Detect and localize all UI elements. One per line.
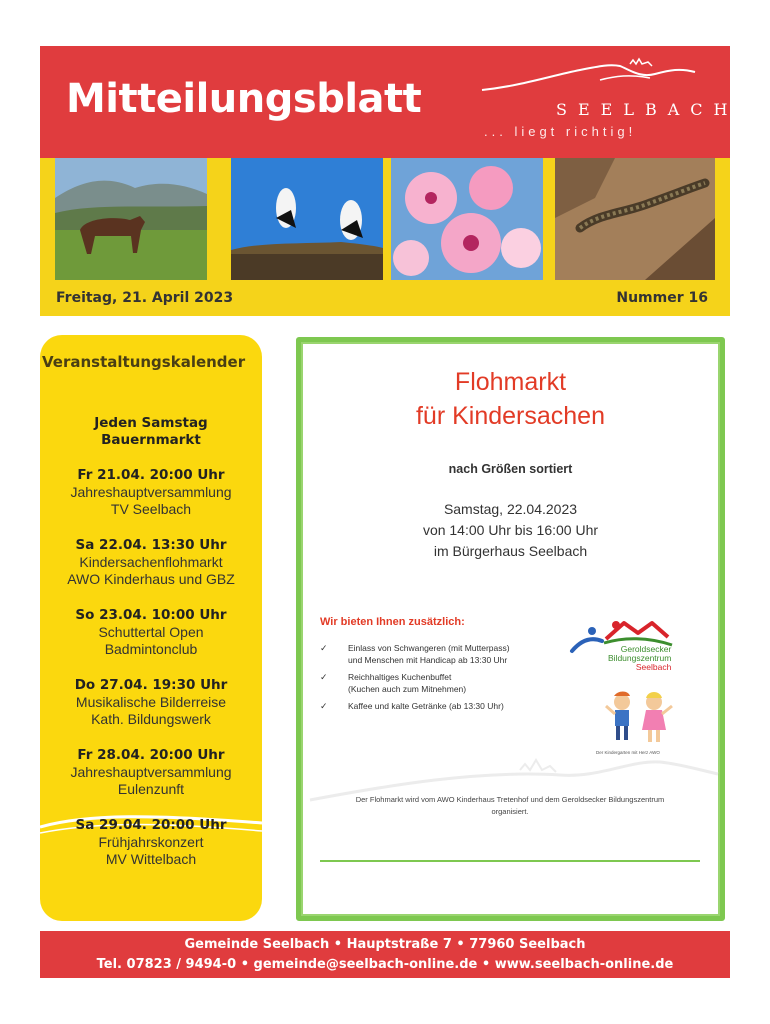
event-what: Kindersachenflohmarkt bbox=[79, 554, 223, 570]
event-what: Schuttertal Open bbox=[98, 624, 204, 640]
photo-horse bbox=[55, 158, 207, 280]
event-when: Jeden Samstag bbox=[94, 415, 208, 431]
masthead bbox=[40, 46, 739, 158]
flyer-time: von 14:00 Uhr bis 16:00 Uhr bbox=[422, 522, 599, 538]
event-what: Frühjahrskonzert bbox=[98, 834, 204, 850]
gbz-name bbox=[608, 645, 671, 672]
event-organizer: TV Seelbach bbox=[110, 501, 192, 517]
seelbach-castle-logo bbox=[480, 56, 720, 106]
event-when: Sa 29.04. 20:00 Uhr bbox=[75, 817, 227, 833]
contact-line: Tel. 07823 / 9494-0 • gemeinde@seelbach-online.de • www.seelbach-online.de bbox=[96, 957, 674, 972]
flyer-title bbox=[296, 365, 725, 433]
calendar-title: Veranstaltungskalender bbox=[42, 353, 246, 371]
list-item-line: Reichhaltiges Kuchenbuffet bbox=[348, 672, 452, 682]
brand-tagline: ... liegt richtig! bbox=[484, 124, 637, 139]
list-item bbox=[320, 671, 560, 695]
gbz-line: Seelbach bbox=[635, 662, 672, 672]
check-icon: ✓ bbox=[320, 672, 328, 682]
event-item bbox=[40, 467, 262, 518]
flyer-footer-line: Der Flohmarkt wird vom AWO Kinderhaus Tretenhof und dem Geroldsecker Bildungszentrum bbox=[355, 795, 665, 804]
seelbach-logo bbox=[460, 56, 739, 146]
event-item bbox=[40, 415, 262, 449]
list-item bbox=[320, 642, 560, 666]
check-icon: ✓ bbox=[320, 643, 328, 653]
event-organizer: Badmintonclub bbox=[104, 641, 198, 657]
event-organizer: AWO Kinderhaus und GBZ bbox=[67, 571, 235, 587]
kids-caption: Der Kindergarten mit Herz AWO bbox=[596, 750, 660, 755]
extras-heading: Wir bieten Ihnen zusätzlich: bbox=[320, 616, 465, 628]
event-item bbox=[40, 677, 262, 728]
flyer-title-line1: Flohmarkt bbox=[454, 368, 567, 396]
address-line: Gemeinde Seelbach • Hauptstraße 7 • 77960 Seelbach bbox=[184, 937, 586, 952]
photo-storks bbox=[231, 158, 383, 280]
event-what: Jahreshauptversammlung bbox=[70, 764, 232, 780]
flyer-location: im Bürgerhaus Seelbach bbox=[433, 543, 588, 559]
event-what: Jahreshauptversammlung bbox=[70, 484, 232, 500]
flyer-subtitle: nach Größen sortiert bbox=[448, 462, 573, 476]
check-icon: ✓ bbox=[320, 701, 328, 711]
event-when: Fr 21.04. 20:00 Uhr bbox=[77, 467, 225, 483]
list-item-line: (Kuchen auch zum Mitnehmen) bbox=[348, 684, 467, 694]
flyer-title-line2: für Kindersachen bbox=[415, 402, 605, 430]
event-organizer: Eulenzunft bbox=[117, 781, 185, 797]
contact-footer bbox=[40, 931, 730, 978]
divider bbox=[320, 860, 700, 862]
photo-blossoms bbox=[391, 158, 543, 280]
event-organizer: MV Wittelbach bbox=[105, 851, 197, 867]
flyer-date: Samstag, 22.04.2023 bbox=[443, 501, 578, 517]
event-item bbox=[40, 747, 262, 798]
event-item bbox=[40, 537, 262, 588]
event-when: Fr 28.04. 20:00 Uhr bbox=[77, 747, 225, 763]
event-item bbox=[40, 607, 262, 658]
flyer-when bbox=[296, 499, 725, 562]
photo-lizard bbox=[555, 158, 715, 280]
brand-name: SEELBACH bbox=[556, 100, 739, 119]
flyer-footer-line: organisiert. bbox=[491, 807, 529, 816]
kids-illustration bbox=[604, 688, 674, 748]
issue-number: Nummer 16 bbox=[616, 290, 708, 306]
list-item-line: Kaffee und kalte Getränke (ab 13:30 Uhr) bbox=[348, 701, 504, 711]
photo-strip bbox=[40, 158, 730, 316]
gbz-line: Geroldsecker bbox=[620, 644, 672, 654]
event-organizer: Kath. Bildungswerk bbox=[91, 711, 211, 727]
event-item bbox=[40, 817, 262, 868]
event-when: Do 27.04. 19:30 Uhr bbox=[74, 677, 228, 693]
list-item-line: und Menschen mit Handicap ab 13:30 Uhr bbox=[348, 655, 508, 665]
event-when: Sa 22.04. 13:30 Uhr bbox=[75, 537, 227, 553]
list-item-line: Einlass von Schwangeren (mit Mutterpass) bbox=[348, 643, 510, 653]
list-item bbox=[320, 700, 560, 712]
event-what: Musikalische Bilderreise bbox=[75, 694, 227, 710]
issue-date: Freitag, 21. April 2023 bbox=[56, 290, 234, 306]
flyer-footer bbox=[320, 794, 700, 818]
event-what: Bauernmarkt bbox=[101, 432, 201, 448]
event-calendar bbox=[40, 335, 262, 921]
masthead-title: Mitteilungsblatt bbox=[66, 76, 422, 122]
gbz-line: Bildungszentrum bbox=[608, 653, 672, 663]
event-when: So 23.04. 10:00 Uhr bbox=[75, 607, 227, 623]
extras-list bbox=[320, 642, 560, 717]
